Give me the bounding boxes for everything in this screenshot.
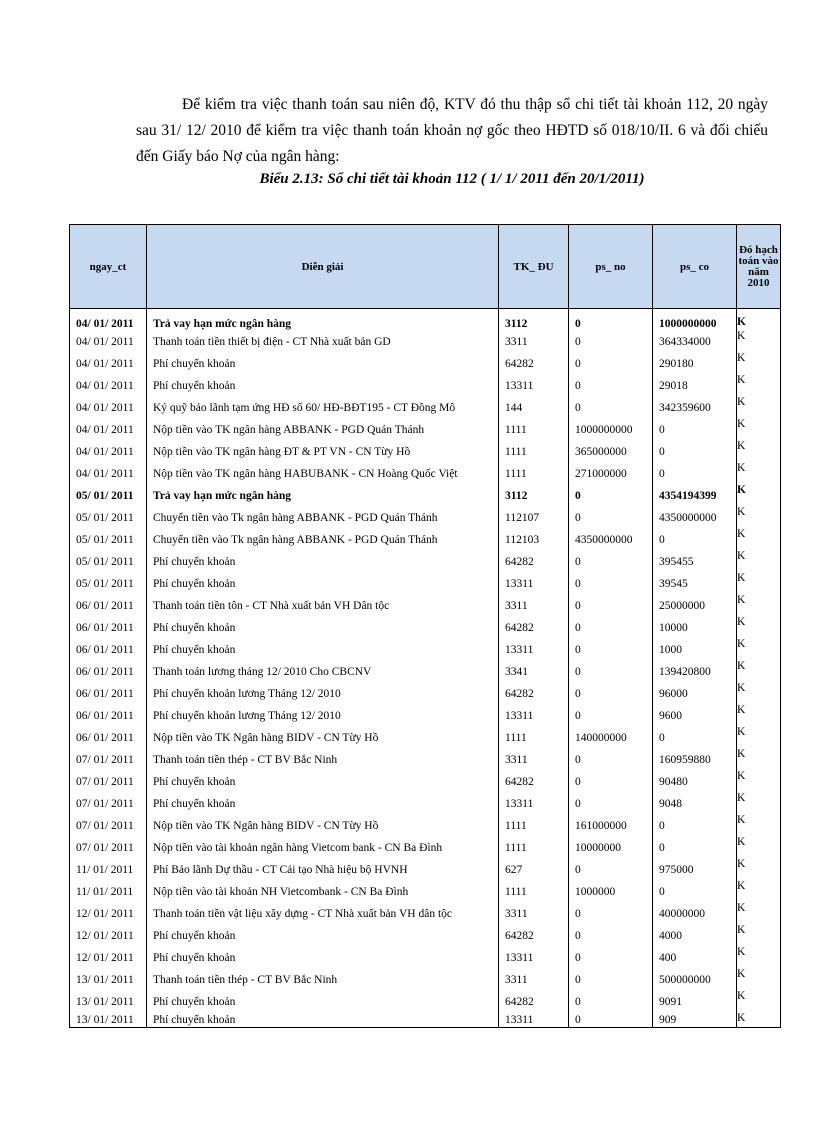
cell-debit: 0 (569, 353, 653, 375)
cell-date: 04/ 01/ 2011 (70, 353, 147, 375)
cell-credit: 0 (653, 815, 737, 837)
cell-recorded-2010: K (737, 749, 781, 771)
cell-description: Thanh toán tiền thép - CT BV Bắc Ninh (147, 749, 499, 771)
cell-description: Phí chuyển khoản (147, 925, 499, 947)
cell-account: 13311 (499, 705, 569, 727)
cell-description: Nộp tiền vào TK ngân hàng ĐT & PT VN - CN Từy Hồ (147, 441, 499, 463)
cell-date: 07/ 01/ 2011 (70, 793, 147, 815)
cell-description: Thanh toán tiền thép - CT BV Bắc Ninh (147, 969, 499, 991)
table-row (70, 947, 781, 969)
cell-recorded-2010: K (737, 639, 781, 661)
cell-account: 64282 (499, 925, 569, 947)
cell-debit: 0 (569, 969, 653, 991)
table-row (70, 617, 781, 639)
cell-debit: 0 (569, 947, 653, 969)
cell-credit: 0 (653, 837, 737, 859)
table-row (70, 353, 781, 375)
cell-date: 06/ 01/ 2011 (70, 617, 147, 639)
table-header-row (70, 225, 781, 309)
cell-date: 05/ 01/ 2011 (70, 507, 147, 529)
table-row (70, 441, 781, 463)
cell-recorded-2010: K (737, 1013, 781, 1028)
cell-credit: 10000 (653, 617, 737, 639)
cell-account: 64282 (499, 617, 569, 639)
cell-recorded-2010: K (737, 551, 781, 573)
cell-account: 1111 (499, 727, 569, 749)
cell-credit: 39545 (653, 573, 737, 595)
cell-recorded-2010: K (737, 507, 781, 529)
cell-account: 13311 (499, 947, 569, 969)
cell-recorded-2010: K (737, 485, 781, 507)
cell-date: 06/ 01/ 2011 (70, 639, 147, 661)
header-date: ngay_ct (70, 225, 147, 309)
cell-recorded-2010: K (737, 419, 781, 441)
cell-recorded-2010: K (737, 441, 781, 463)
cell-recorded-2010: K (737, 859, 781, 881)
cell-description: Trả vay hạn mức ngân hàng (147, 485, 499, 507)
table-row (70, 837, 781, 859)
cell-account: 3112 (499, 309, 569, 332)
cell-date: 04/ 01/ 2011 (70, 463, 147, 485)
cell-debit: 0 (569, 749, 653, 771)
cell-debit: 0 (569, 859, 653, 881)
cell-recorded-2010: K (737, 793, 781, 815)
cell-date: 04/ 01/ 2011 (70, 309, 147, 332)
intro-paragraph (136, 92, 768, 170)
cell-date: 12/ 01/ 2011 (70, 947, 147, 969)
table-row (70, 859, 781, 881)
table-row (70, 419, 781, 441)
cell-credit: 139420800 (653, 661, 737, 683)
cell-recorded-2010: K (737, 925, 781, 947)
cell-credit: 25000000 (653, 595, 737, 617)
cell-recorded-2010: K (737, 991, 781, 1013)
cell-debit: 0 (569, 925, 653, 947)
cell-description: Nộp tiền vào tài khoản ngân hàng Vietcom bank - CN Ba Đình (147, 837, 499, 859)
cell-debit: 4350000000 (569, 529, 653, 551)
cell-debit: 0 (569, 771, 653, 793)
table-row (70, 507, 781, 529)
cell-description: Nộp tiền vào TK ngân hàng HABUBANK - CN Hoàng Quốc Việt (147, 463, 499, 485)
cell-date: 12/ 01/ 2011 (70, 925, 147, 947)
cell-recorded-2010: K (737, 661, 781, 683)
cell-description: Phí chuyển khoản lương Tháng 12/ 2010 (147, 683, 499, 705)
cell-description: Chuyển tiền vào Tk ngân hàng ABBANK - PGD Quán Thánh (147, 507, 499, 529)
table-row (70, 793, 781, 815)
cell-date: 04/ 01/ 2011 (70, 375, 147, 397)
cell-account: 3311 (499, 749, 569, 771)
cell-credit: 395455 (653, 551, 737, 573)
cell-date: 07/ 01/ 2011 (70, 815, 147, 837)
cell-debit: 0 (569, 507, 653, 529)
cell-account: 1111 (499, 881, 569, 903)
cell-credit: 4350000000 (653, 507, 737, 529)
cell-credit: 500000000 (653, 969, 737, 991)
cell-credit: 400 (653, 947, 737, 969)
cell-date: 07/ 01/ 2011 (70, 771, 147, 793)
cell-debit: 0 (569, 1013, 653, 1028)
table-row (70, 639, 781, 661)
cell-recorded-2010: K (737, 683, 781, 705)
cell-debit: 271000000 (569, 463, 653, 485)
cell-date: 11/ 01/ 2011 (70, 859, 147, 881)
cell-credit: 0 (653, 419, 737, 441)
cell-recorded-2010: K (737, 529, 781, 551)
table-row (70, 771, 781, 793)
cell-recorded-2010: K (737, 353, 781, 375)
cell-description: Phí chuyển khoản (147, 639, 499, 661)
cell-account: 13311 (499, 1013, 569, 1028)
cell-account: 144 (499, 397, 569, 419)
table-row (70, 705, 781, 727)
cell-description: Phí chuyển khoản lương Tháng 12/ 2010 (147, 705, 499, 727)
cell-credit: 0 (653, 441, 737, 463)
cell-credit: 9600 (653, 705, 737, 727)
cell-credit: 160959880 (653, 749, 737, 771)
cell-account: 3311 (499, 969, 569, 991)
cell-description: Phí chuyển khoản (147, 1013, 499, 1028)
table-row (70, 375, 781, 397)
cell-date: 04/ 01/ 2011 (70, 397, 147, 419)
cell-date: 13/ 01/ 2011 (70, 1013, 147, 1028)
cell-credit: 1000000000 (653, 309, 737, 332)
cell-debit: 0 (569, 903, 653, 925)
cell-account: 64282 (499, 771, 569, 793)
cell-debit: 0 (569, 485, 653, 507)
cell-debit: 0 (569, 595, 653, 617)
cell-credit: 975000 (653, 859, 737, 881)
cell-credit: 290180 (653, 353, 737, 375)
cell-description: Nộp tiền vào TK Ngân hàng BIDV - CN Từy Hồ (147, 815, 499, 837)
table-row (70, 551, 781, 573)
cell-description: Phí Bảo lãnh Dự thầu - CT Cải tạo Nhà hiệu bộ HVNH (147, 859, 499, 881)
cell-debit: 0 (569, 375, 653, 397)
cell-credit: 1000 (653, 639, 737, 661)
table-row (70, 969, 781, 991)
cell-credit: 4000 (653, 925, 737, 947)
cell-credit: 90480 (653, 771, 737, 793)
cell-credit: 364334000 (653, 331, 737, 353)
cell-recorded-2010: K (737, 331, 781, 353)
cell-credit: 9048 (653, 793, 737, 815)
cell-account: 112103 (499, 529, 569, 551)
cell-date: 11/ 01/ 2011 (70, 881, 147, 903)
header-recorded-2010: Đó hạch toán vào năm 2010 (737, 225, 781, 309)
table-row (70, 727, 781, 749)
cell-debit: 0 (569, 617, 653, 639)
cell-debit: 10000000 (569, 837, 653, 859)
table-row (70, 463, 781, 485)
table-row (70, 309, 781, 332)
cell-recorded-2010: K (737, 903, 781, 925)
cell-account: 627 (499, 859, 569, 881)
cell-debit: 0 (569, 573, 653, 595)
cell-date: 07/ 01/ 2011 (70, 837, 147, 859)
table-row (70, 1013, 781, 1028)
cell-credit: 4354194399 (653, 485, 737, 507)
cell-account: 3341 (499, 661, 569, 683)
cell-debit: 140000000 (569, 727, 653, 749)
cell-credit: 29018 (653, 375, 737, 397)
cell-recorded-2010: K (737, 771, 781, 793)
cell-date: 06/ 01/ 2011 (70, 661, 147, 683)
cell-description: Phí chuyển khoản (147, 991, 499, 1013)
cell-recorded-2010: K (737, 397, 781, 419)
cell-date: 07/ 01/ 2011 (70, 749, 147, 771)
cell-account: 13311 (499, 639, 569, 661)
cell-recorded-2010: K (737, 463, 781, 485)
table-row (70, 991, 781, 1013)
cell-debit: 365000000 (569, 441, 653, 463)
cell-date: 06/ 01/ 2011 (70, 705, 147, 727)
ledger-table (69, 224, 781, 1028)
cell-description: Phí chuyển khoản (147, 573, 499, 595)
table-row (70, 661, 781, 683)
cell-description: Ký quỹ bảo lãnh tạm ứng HĐ số 60/ HĐ-BĐT195 - CT Đồng Mô (147, 397, 499, 419)
cell-account: 3112 (499, 485, 569, 507)
cell-debit: 0 (569, 991, 653, 1013)
cell-debit: 0 (569, 551, 653, 573)
cell-credit: 9091 (653, 991, 737, 1013)
header-credit: ps_ co (653, 225, 737, 309)
cell-account: 3311 (499, 903, 569, 925)
cell-date: 13/ 01/ 2011 (70, 969, 147, 991)
cell-description: Thanh toán tiền thiết bị điện - CT Nhà xuất bản GD (147, 331, 499, 353)
cell-description: Thanh toán tiền tôn - CT Nhà xuất bản VH Dân tộc (147, 595, 499, 617)
cell-date: 05/ 01/ 2011 (70, 551, 147, 573)
cell-account: 3311 (499, 595, 569, 617)
cell-account: 3311 (499, 331, 569, 353)
cell-recorded-2010: K (737, 595, 781, 617)
table-row (70, 903, 781, 925)
cell-credit: 0 (653, 463, 737, 485)
table-row (70, 529, 781, 551)
cell-account: 64282 (499, 991, 569, 1013)
cell-description: Nộp tiền vào tài khoản NH Vietcombank - CN Ba Đình (147, 881, 499, 903)
cell-date: 05/ 01/ 2011 (70, 573, 147, 595)
table-row (70, 749, 781, 771)
cell-credit: 0 (653, 529, 737, 551)
cell-date: 05/ 01/ 2011 (70, 529, 147, 551)
cell-recorded-2010: K (737, 881, 781, 903)
table-row (70, 331, 781, 353)
table-row (70, 815, 781, 837)
cell-account: 1111 (499, 837, 569, 859)
cell-recorded-2010: K (737, 815, 781, 837)
header-description: Diễn giải (147, 225, 499, 309)
cell-debit: 0 (569, 309, 653, 332)
cell-recorded-2010: K (737, 947, 781, 969)
cell-date: 06/ 01/ 2011 (70, 595, 147, 617)
cell-account: 13311 (499, 375, 569, 397)
header-account: TK_ ĐU (499, 225, 569, 309)
cell-recorded-2010: K (737, 727, 781, 749)
cell-description: Nộp tiền vào TK Ngân hàng BIDV - CN Từy Hồ (147, 727, 499, 749)
cell-recorded-2010: K (737, 705, 781, 727)
cell-description: Trả vay hạn mức ngân hàng (147, 309, 499, 332)
cell-recorded-2010: K (737, 837, 781, 859)
cell-recorded-2010: K (737, 309, 781, 332)
cell-description: Thanh toán lương tháng 12/ 2010 Cho CBCNV (147, 661, 499, 683)
cell-description: Nộp tiền vào TK ngân hàng ABBANK - PGD Quán Thánh (147, 419, 499, 441)
cell-account: 112107 (499, 507, 569, 529)
table-row (70, 925, 781, 947)
cell-description: Phí chuyển khoản (147, 353, 499, 375)
cell-description: Phí chuyển khoản (147, 793, 499, 815)
cell-recorded-2010: K (737, 375, 781, 397)
cell-debit: 0 (569, 661, 653, 683)
cell-account: 1111 (499, 419, 569, 441)
cell-debit: 161000000 (569, 815, 653, 837)
cell-description: Thanh toán tiền vật liệu xây dựng - CT Nhà xuất bản VH dân tộc (147, 903, 499, 925)
table-row (70, 683, 781, 705)
cell-debit: 1000000000 (569, 419, 653, 441)
cell-description: Phí chuyển khoản (147, 375, 499, 397)
cell-description: Phí chuyển khoản (147, 947, 499, 969)
cell-date: 06/ 01/ 2011 (70, 683, 147, 705)
cell-date: 12/ 01/ 2011 (70, 903, 147, 925)
table-body (70, 309, 781, 1028)
cell-debit: 0 (569, 793, 653, 815)
cell-credit: 909 (653, 1013, 737, 1028)
cell-recorded-2010: K (737, 969, 781, 991)
cell-debit: 0 (569, 397, 653, 419)
cell-date: 04/ 01/ 2011 (70, 331, 147, 353)
cell-account: 13311 (499, 573, 569, 595)
cell-date: 05/ 01/ 2011 (70, 485, 147, 507)
cell-date: 04/ 01/ 2011 (70, 441, 147, 463)
table-row (70, 573, 781, 595)
cell-credit: 342359600 (653, 397, 737, 419)
cell-credit: 96000 (653, 683, 737, 705)
cell-date: 06/ 01/ 2011 (70, 727, 147, 749)
cell-account: 64282 (499, 683, 569, 705)
cell-account: 1111 (499, 441, 569, 463)
table-row (70, 881, 781, 903)
cell-debit: 0 (569, 683, 653, 705)
cell-account: 64282 (499, 353, 569, 375)
table-caption: Biểu 2.13: Sổ chi tiết tài khoản 112 ( 1/ 1/ 2011 đến 20/1/2011) (259, 171, 645, 187)
table-row (70, 397, 781, 419)
cell-description: Phí chuyển khoản (147, 617, 499, 639)
cell-account: 1111 (499, 815, 569, 837)
cell-credit: 0 (653, 881, 737, 903)
intro-text: Để kiểm tra việc thanh toán sau niên độ, KTV đó thu thập sổ chi tiết tài khoản 112, 20 ngày sau 31/ 12/ 2010 để kiểm tra việc thanh toán khoản nợ gốc theo HĐTD số 018/10/II. 6 và đối chiếu đến Giấy báo Nợ của ngân hàng: (136, 96, 768, 165)
cell-recorded-2010: K (737, 617, 781, 639)
cell-debit: 0 (569, 705, 653, 727)
table-row (70, 595, 781, 617)
cell-description: Phí chuyển khoản (147, 771, 499, 793)
cell-date: 13/ 01/ 2011 (70, 991, 147, 1013)
cell-debit: 0 (569, 331, 653, 353)
cell-debit: 0 (569, 639, 653, 661)
cell-account: 64282 (499, 551, 569, 573)
cell-recorded-2010: K (737, 573, 781, 595)
header-debit: ps_ no (569, 225, 653, 309)
cell-date: 04/ 01/ 2011 (70, 419, 147, 441)
cell-description: Phí chuyển khoản (147, 551, 499, 573)
cell-credit: 0 (653, 727, 737, 749)
cell-account: 1111 (499, 463, 569, 485)
cell-credit: 40000000 (653, 903, 737, 925)
cell-description: Chuyển tiền vào Tk ngân hàng ABBANK - PGD Quán Thánh (147, 529, 499, 551)
cell-debit: 1000000 (569, 881, 653, 903)
table-row (70, 485, 781, 507)
cell-account: 13311 (499, 793, 569, 815)
